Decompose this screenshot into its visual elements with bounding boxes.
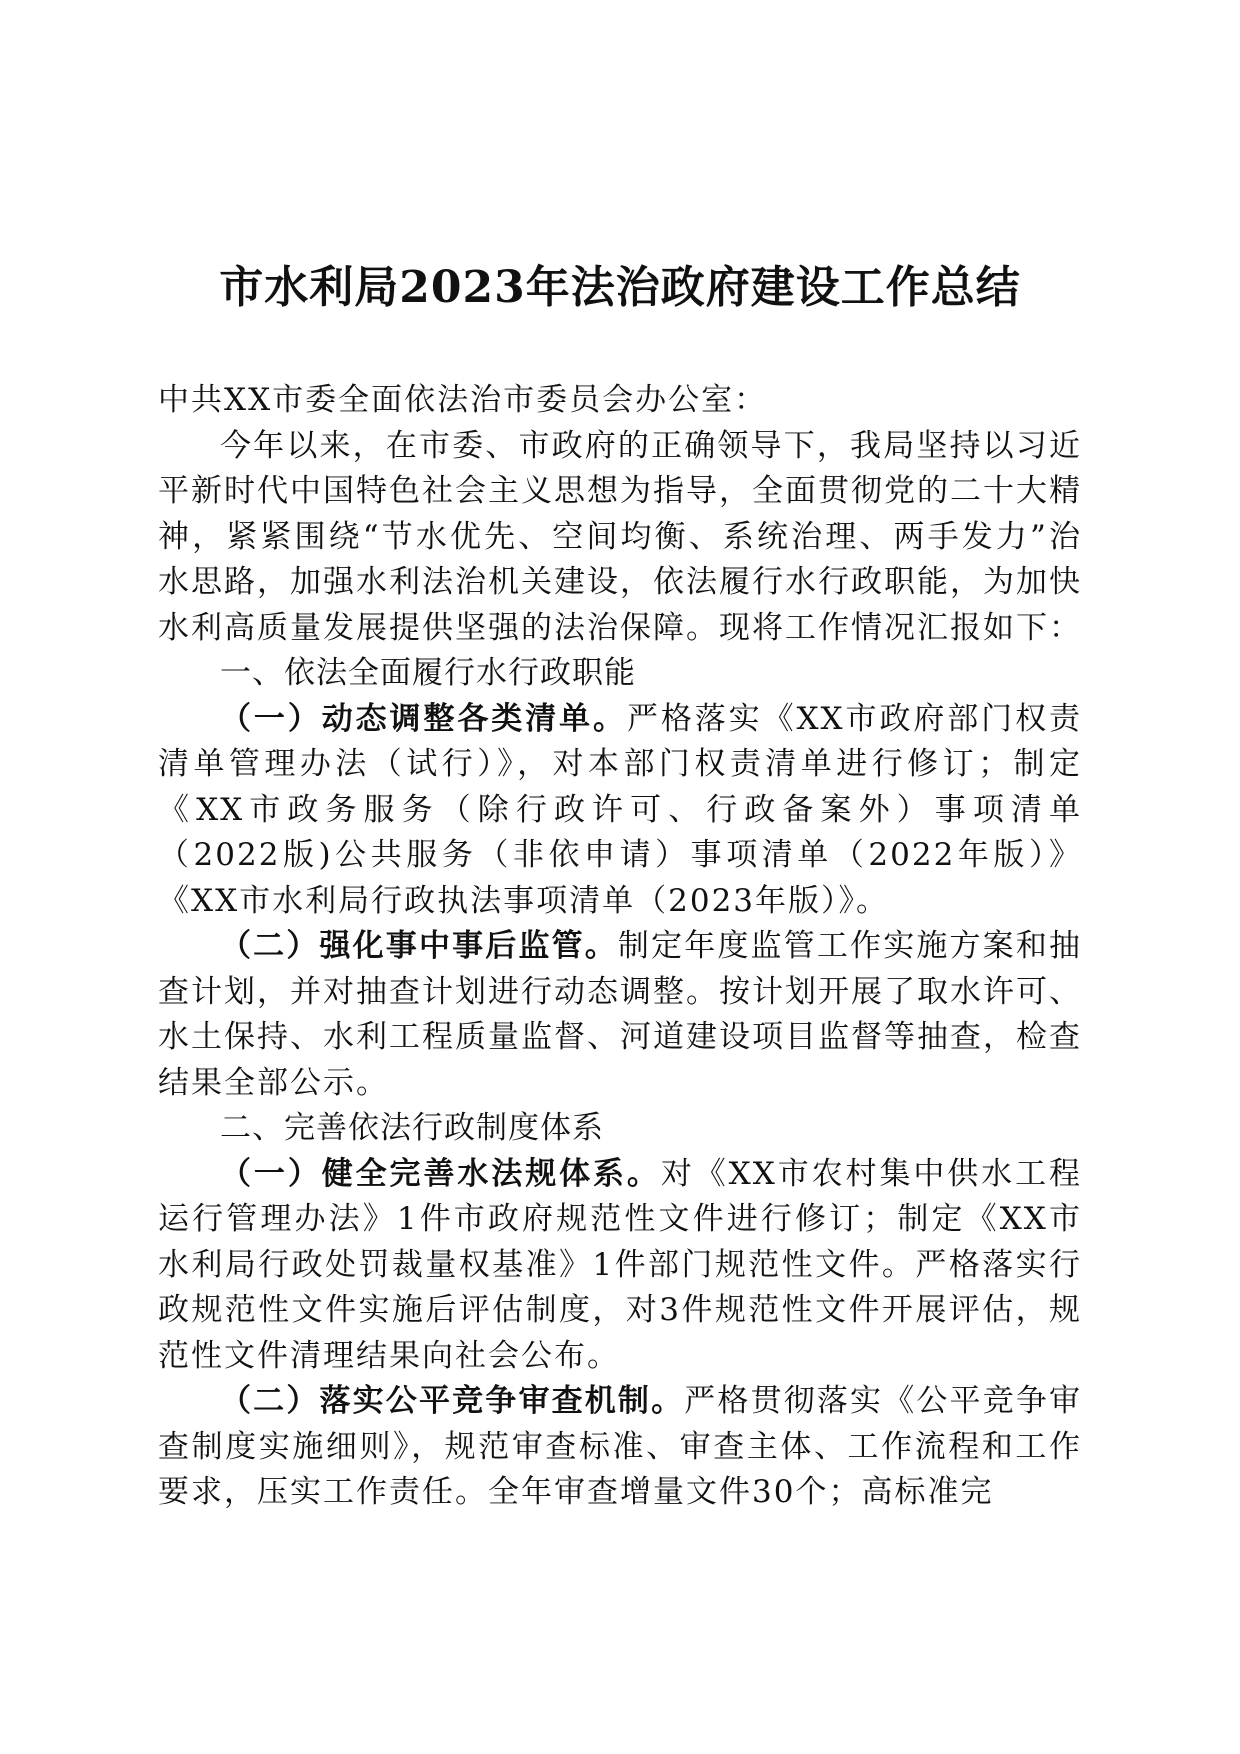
document-body — [158, 378, 1082, 1516]
item-lead: （二）强化事中事后监管。 — [220, 928, 618, 964]
section-2-item-1 — [158, 1152, 1082, 1380]
section-heading-1: 一、依法全面履行水行政职能 — [220, 655, 636, 691]
section-1-item-2 — [158, 924, 1082, 1106]
item-text: 严格贯彻落实《公平竞争审查制度实施细则》，规范审查标准、审查主体、工作流程和工作要求，压实工作责任。全年审查增量文件30个；高标准完 — [158, 1383, 1083, 1510]
item-text: 制定年度监管工作实施方案和抽查计划，并对抽查计划进行动态调整。按计划开展了取水许可、水土保持、水利工程质量监督、河道建设项目监督等抽查，检查结果全部公示。 — [158, 928, 1083, 1101]
item-lead: （一）健全完善水法规体系。 — [220, 1155, 661, 1192]
section-1-item-1 — [158, 697, 1082, 925]
item-lead: （二）落实公平竞争审查机制。 — [220, 1383, 685, 1419]
section-heading-2: 二、完善依法行政制度体系 — [220, 1110, 604, 1146]
salutation: 中共XX市委全面依法治市委员会办公室： — [158, 382, 768, 418]
item-text: 严格落实《XX市政府部门权责清单管理办法（试行）》，对本部门权责清单进行修订；制定《XX市政务服务（除行政许可、行政备案外）事项清单（2022版)公共服务（非依申请）事项清单（2022年版）》《XX市水利局行政执法事项清单（2023年版）》。 — [158, 700, 1083, 919]
section-2-item-2 — [158, 1379, 1082, 1516]
item-text: 对《XX市农村集中供水工程运行管理办法》1件市政府规范性文件进行修订；制定《XX市水利局行政处罚裁量权基准》1件部门规范性文件。严格落实行政规范性文件实施后评估制度，对3件规范性文件开展评估，规范性文件清理结果向社会公布。 — [158, 1155, 1083, 1374]
intro-paragraph: 今年以来，在市委、市政府的正确领导下，我局坚持以习近平新时代中国特色社会主义思想为指导，全面贯彻党的二十大精神，紧紧围绕“节水优先、空间均衡、系统治理、两手发力”治水思路，加强水利法治机关建设，依法履行水行政职能，为加快水利高质量发展提供坚强的法治保障。现将工作情况汇报如下： — [158, 427, 1082, 646]
item-lead: （一）动态调整各类清单。 — [220, 700, 627, 737]
document-title: 市水利局2023年法治政府建设工作总结 — [219, 262, 1021, 313]
